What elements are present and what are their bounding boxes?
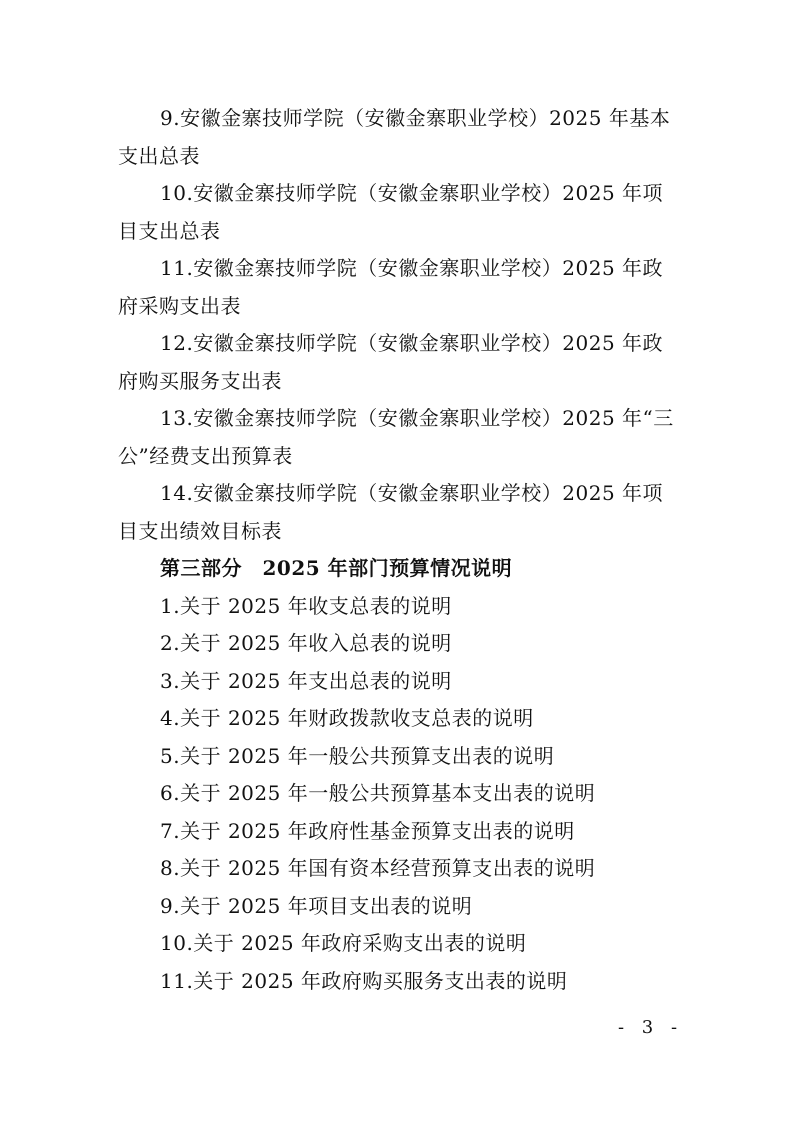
toc-item-13-line-2: 公”经费支出预算表 [118, 443, 293, 468]
toc-explanation-item: 1.关于 2025 年收支总表的说明 [160, 593, 452, 618]
toc-explanation-item: 6.关于 2025 年一般公共预算基本支出表的说明 [160, 781, 596, 805]
toc-explanation-item: 3.关于 2025 年支出总表的说明 [160, 668, 452, 693]
toc-explanation-item: 4.关于 2025 年财政拨款收支总表的说明 [160, 706, 534, 730]
toc-item-9-line-1: 9.安徽金寨技师学院（安徽金寨职业学校）2025 年基本 [160, 106, 671, 130]
toc-item-13-line-1: 13.安徽金寨技师学院（安徽金寨职业学校）2025 年“三 [160, 406, 674, 430]
page-number: - 3 - [618, 1017, 684, 1038]
toc-item-14-line-1: 14.安徽金寨技师学院（安徽金寨职业学校）2025 年项 [160, 481, 664, 505]
document-body [118, 100, 678, 1000]
toc-item-11-line-2: 府采购支出表 [118, 293, 241, 318]
toc-item-14-line-2: 目支出绩效目标表 [118, 518, 282, 543]
toc-explanation-item: 5.关于 2025 年一般公共预算支出表的说明 [160, 743, 555, 768]
toc-explanation-item: 9.关于 2025 年项目支出表的说明 [160, 893, 473, 918]
toc-explanation-item: 8.关于 2025 年国有资本经营预算支出表的说明 [160, 856, 596, 880]
section-heading-part-3: 第三部分 2025 年部门预算情况说明 [160, 556, 513, 580]
toc-item-10-line-1: 10.安徽金寨技师学院（安徽金寨职业学校）2025 年项 [160, 181, 664, 205]
toc-item-12-line-2: 府购买服务支出表 [118, 368, 282, 393]
toc-explanation-item: 11.关于 2025 年政府购买服务支出表的说明 [160, 968, 568, 993]
toc-item-12-line-1: 12.安徽金寨技师学院（安徽金寨职业学校）2025 年政 [160, 331, 664, 355]
toc-explanation-item: 10.关于 2025 年政府采购支出表的说明 [160, 931, 527, 955]
toc-explanation-item: 2.关于 2025 年收入总表的说明 [160, 631, 452, 655]
toc-explanation-item: 7.关于 2025 年政府性基金预算支出表的说明 [160, 818, 575, 843]
toc-item-11-line-1: 11.安徽金寨技师学院（安徽金寨职业学校）2025 年政 [160, 256, 664, 280]
toc-item-10-line-2: 目支出总表 [118, 218, 221, 243]
toc-item-9-line-2: 支出总表 [118, 143, 200, 168]
